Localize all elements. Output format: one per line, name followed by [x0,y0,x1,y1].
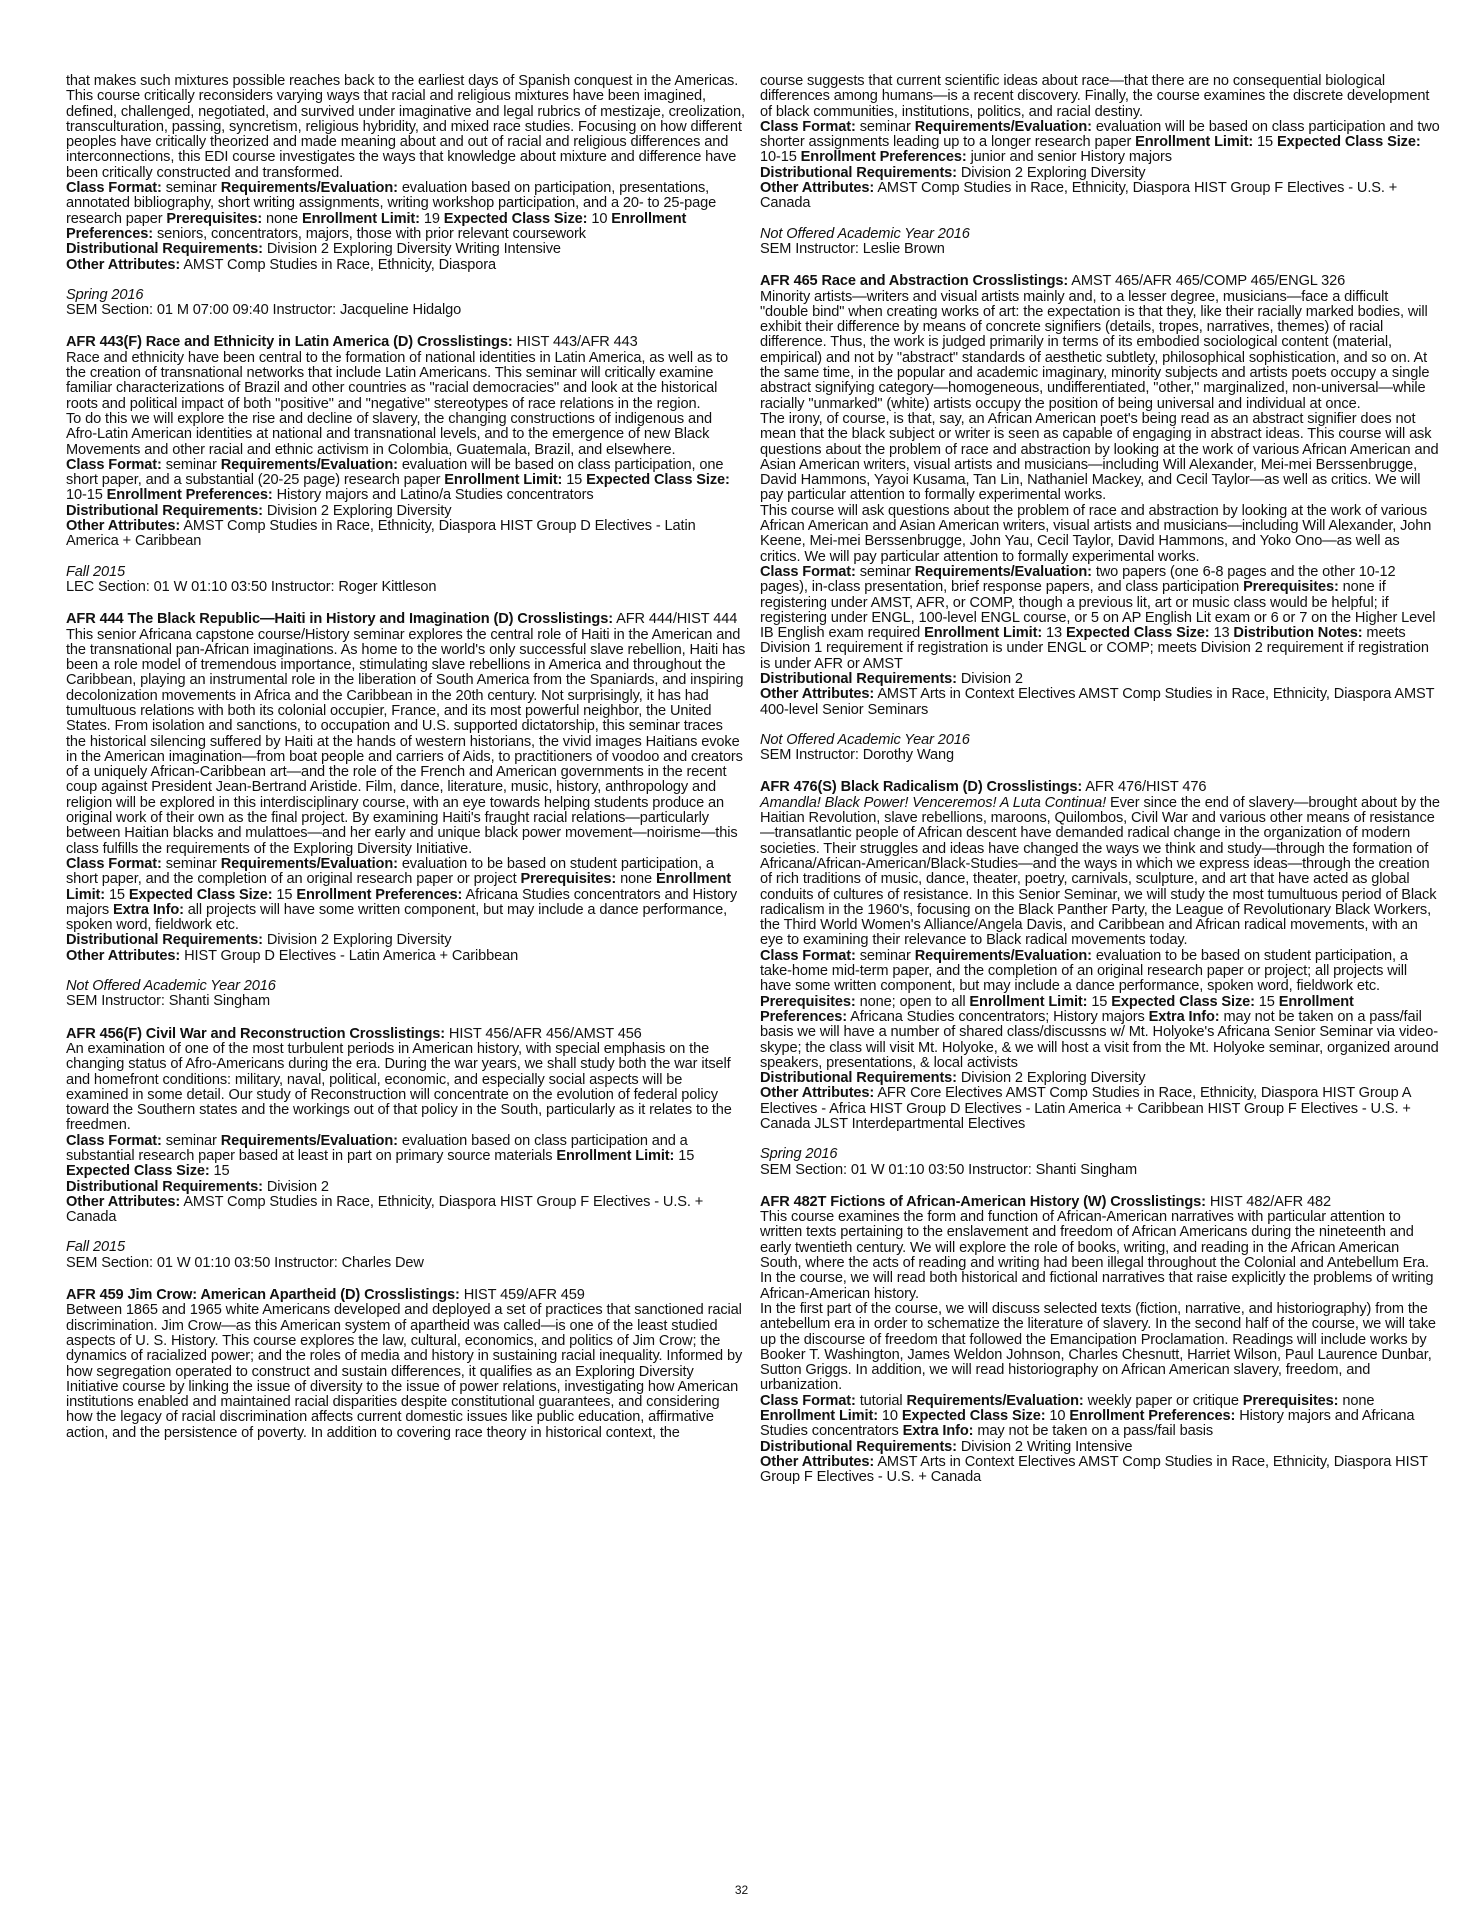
other-attributes: Other Attributes: AMST Comp Studies in Race, Ethnicity, Diaspora [66,256,497,273]
course-header: AFR 456(F) Civil War and Reconstruction Crosslistings: HIST 456/AFR 456/AMST 456 [66,1025,642,1042]
crosslistings: AFR 444/HIST 444 [616,611,738,628]
course-description: In the course, we will read both historical and fictional narratives that raise explicitly the problems of writing African-American history. [760,1270,1434,1302]
left-column [66,74,746,1458]
course-section: SEM Section: 01 M 07:00 09:40 Instructor: Jacqueline Hidalgo [66,302,462,319]
course-section: SEM Section: 01 W 01:10 03:50 Instructor: Charles Dew [66,1254,424,1271]
course-afr-459-continued [760,74,1440,257]
course-term: Spring 2016 [760,1146,838,1163]
distributional-requirements: Distributional Requirements: Division 2 Writing Intensive [760,1438,1133,1455]
course-afr-465 [760,274,1440,763]
course-section: SEM Section: 01 W 01:10 03:50 Instructor: Shanti Singham [760,1161,1137,1178]
course-header: AFR 443(F) Race and Ethnicity in Latin America (D) Crosslistings: HIST 443/AFR 443 [66,334,638,351]
course-section: LEC Section: 01 W 01:10 03:50 Instructor: Roger Kittleson [66,578,437,595]
distributional-requirements: Distributional Requirements: Division 2 [66,1178,329,1195]
crosslistings: HIST 459/AFR 459 [463,1287,585,1304]
course-header: AFR 482T Fictions of African-American History (W) Crosslistings: HIST 482/AFR 482 [760,1193,1331,1210]
page-number: 32 [734,1883,749,1897]
course-details: Class Format: seminar Requirements/Evaluation: evaluation will be based on class participation and two shorter assignments leading up to a longer research paper Enrollment Limit: 15 Expected Class Size: 10-15 Enrollment Preferences: junior and senior History majors [760,118,1440,166]
distributional-requirements: Distributional Requirements: Division 2 Exploring Diversity [66,502,452,519]
course-term: Not Offered Academic Year 2016 [760,731,970,748]
course-description: This senior Africana capstone course/History seminar explores the central role of Haiti in the American and the transnational pan-African imaginations. As home to the world's only successful slave rebellion, Haiti has been a role model of tremendous importance, stimulating slave rebellions in America and throughout the Caribbean, playing an instrumental role in the liberation of South America from the Spaniards, and inspiring decolonization movements in Africa and the Caribbean in the 20th century. Not surprisingly, it has had tumultuous relations with both its colonial occupier, France, and its most powerful neighbor, the United States. From isolation and sanctions, to occupation and U.S. supported dictatorship, this seminar traces the historical silencing suffered by Haiti at the hands of western historians, the vivid images Haitians evoke in the American imagination—from boat people and carriers of Aids, to practitioners of voodoo and creators of a uniquely African-Caribbean art—and the role of the French and American governments in the recent coup against President Jean-Bertrand Aristide. Film, dance, literature, music, history, anthropology and religion will be explored in this interdisciplinary course, with an eye towards helping students produce an original work of their own as the final project. By examining Haiti's fraught racial relations—particularly between Haitian blacks and mulattoes—and her early and unique black power movement—noirisme—this class fulfills the requirements of the Exploring Diversity Initiative. [66,626,746,857]
course-description: To do this we will explore the rise and decline of slavery, the changing constructions of indigenous and Afro-Latin American identities at national and transnational levels, and to the emergence of new Black Movements and other racial and ethnic activism in Colombia, Guatemala, Brazil, and elsewhere. [66,410,712,458]
distributional-requirements: Distributional Requirements: Division 2 [760,670,1023,687]
course-details: Class Format: seminar Requirements/Evaluation: two papers (one 6-8 pages and the other 10-12 pages), in-class presentation, brief response papers, and class participation Prerequisites: none if registering under AMST, AFR, or COMP, though a previous lit, art or music class would be helpful; if registering under ENGL, 100-level ENGL course, or 5 on AP English Lit exam or 6 or 7 on the Higher Level IB English exam required Enrollment Limit: 13 Expected Class Size: 13 Distribution Notes: meets Division 1 requirement if registration is under ENGL or COMP; meets Division 2 requirement if registration is under AFR or AMST [760,563,1436,672]
course-term: Not Offered Academic Year 2016 [760,225,970,242]
other-attributes: Other Attributes: AMST Arts in Context Electives AMST Comp Studies in Race, Ethnicity, Diaspora HIST Group F Electives - U.S. + Canada [760,1453,1428,1486]
course-title: AFR 444 The Black Republic—Haiti in History and Imagination (D) [66,611,514,628]
other-attributes: Other Attributes: HIST Group D Electives - Latin America + Caribbean [66,947,519,964]
course-description: In the first part of the course, we will discuss selected texts (fiction, narrative, and historiography) from the antebellum era in order to schematize the literature of slavery. In the second half of the course, we will take up the discourse of freedom that followed the Emancipation Proclamation. Readings will include works by Booker T. Washington, James Weldon Johnson, Charles Chesnutt, Harriet Wilson, Paul Laurence Dunbar, Sutton Griggs. In addition, we will read historiography on African American slavery, freedom, and urbanization. [760,1300,1436,1394]
crosslistings: HIST 443/AFR 443 [516,334,638,351]
course-title: AFR 482T Fictions of African-American History (W) [760,1193,1107,1210]
course-afr-482t [760,1195,1440,1486]
course-details: Class Format: seminar Requirements/Evaluation: evaluation to be based on student participation, a take-home mid-term paper, and the completion of an original research paper or project; all projects will have some written component, but may include a dance performance, spoken word, fieldwork etc. Prerequisites: none; open to all Enrollment Limit: 15 Expected Class Size: 15 Enrollment Preferences: Africana Studies concentrators; History majors Extra Info: may not be taken on a pass/fail basis we will have a number of shared class/discussns w/ Mt. Holyoke's Africana Senior Seminar via video-skype; the class will visit Mt. Holyoke, & we will host a visit from the Mt. Holyoke seminar, organized around speakers, presentations, & local activists [760,947,1439,1071]
course-description: Race and ethnicity have been central to the formation of national identities in Latin America, as well as to the creation of transnational networks that include Latin Americans. This seminar will critically examine familiar characterizations of Brazil and other countries as "racial democracies" and look at the historical roots and political impact of both "positive" and "negative" stereotypes of race relations in the region. [66,349,728,412]
course-description: Between 1865 and 1965 white Americans developed and deployed a set of practices that sanctioned racial discrimination. Jim Crow—as this American system of apartheid was called—is one of the least studied aspects of U. S. History. This course explores the law, cultural, economics, and politics of Jim Crow; the dynamics of racialized power; and the roles of media and history in sustaining racial inequality. Informed by how segregation operated to construct and sustain differences, it qualifies as an Exploring Diversity Initiative course by linking the issue of diversity to the issue of power relations, investigating how American institutions enabled and maintained racial disparities despite constitutional guarantees, and considering how the legacy of racial discrimination affects current domestic issues like public education, affirmative action, and the persistence of poverty. In addition to covering race theory in historical context, the [66,1302,743,1441]
crosslistings: AMST 465/AFR 465/COMP 465/ENGL 326 [1071,273,1346,290]
course-header: AFR 476(S) Black Radicalism (D) Crosslistings: AFR 476/HIST 476 [760,779,1207,796]
right-column [760,74,1440,1503]
course-details: Class Format: seminar Requirements/Evaluation: evaluation will be based on class participation, one short paper, and a substantial (20-25 page) research paper Enrollment Limit: 15 Expected Class Size: 10-15 Enrollment Preferences: History majors and Latino/a Studies concentrators [66,456,730,504]
course-details: Class Format: seminar Requirements/Evaluation: evaluation based on participation, presentations, annotated bibliography, short writing assignments, writing workshop participation, and a 20- to 25-page research paper Prerequisites: none Enrollment Limit: 19 Expected Class Size: 10 Enrollment Preferences: seniors, concentrators, majors, those with prior relevant coursework [66,180,717,242]
course-title: AFR 459 Jim Crow: American Apartheid (D) [66,1287,361,1304]
course-header: AFR 465 Race and Abstraction Crosslistings: AMST 465/AFR 465/COMP 465/ENGL 326 [760,273,1346,290]
course-description: course suggests that current scientific ideas about race—that there are no consequential biological differences among humans—is a recent discovery. Finally, the course examines the discrete development of black communities, institutions, politics, and racial destiny. [760,73,1430,120]
other-attributes: Other Attributes: AMST Comp Studies in Race, Ethnicity, Diaspora HIST Group D Electives - Latin America + Caribbean [66,518,696,550]
course-afr-459 [66,1288,746,1441]
course-title: AFR 465 Race and Abstraction [760,273,969,290]
course-afr-444 [66,612,746,1009]
course-header: AFR 459 Jim Crow: American Apartheid (D) Crosslistings: HIST 459/AFR 459 [66,1287,585,1304]
course-description: that makes such mixtures possible reaches back to the earliest days of Spanish conquest in the Americas. This course critically reconsiders varying ways that racial and religious mixtures have been imagined, defined, challenged, negotiated, and survived under imaginative and legal rubrics of mestizaje, creolization, transculturation, passing, syncretism, religious hybridity, and mixed race studies. Focusing on how different peoples have critically theorized and made meaning about and out of racial and religious differences and interconnections, this EDI course investigates the ways that knowledge about mixture and difference have been critically constructed and transformed. [66,73,745,181]
course-details: Class Format: seminar Requirements/Evaluation: evaluation to be based on student participation, a short paper, and the completion of an original research paper or project Prerequisites: none Enrollment Limit: 15 Expected Class Size: 15 Enrollment Preferences: Africana Studies concentrators and History majors Extra Info: all projects will have some written component, but may include a dance performance, spoken word, fieldwork etc. [66,855,738,934]
course-afr-476 [760,780,1440,1177]
course-title: AFR 443(F) Race and Ethnicity in Latin America (D) [66,334,414,351]
other-attributes: Other Attributes: AFR Core Electives AMST Comp Studies in Race, Ethnicity, Diaspora HIST Group A Electives - Africa HIST Group D Electives - Latin America + Caribbean HIST Group F Electives - U.S. + Canada JLST Interdepartmental Electives [760,1085,1411,1132]
crosslistings: HIST 456/AFR 456/AMST 456 [448,1025,642,1042]
course-description: This course examines the form and function of African-American narratives with particular attention to written texts pertaining to the enslavement and freedom of African Americans during the nineteenth and early twentieth century. We will explore the role of books, writing, and reading in the African American South, where the acts of reading and writing had been illegal throughout the Colonial and Antebellum Era. [760,1209,1429,1272]
course-term: Not Offered Academic Year 2016 [66,978,276,995]
distributional-requirements: Distributional Requirements: Division 2 Exploring Diversity [760,164,1146,181]
course-term: Spring 2016 [66,286,144,303]
other-attributes: Other Attributes: AMST Arts in Context Electives AMST Comp Studies in Race, Ethnicity, Diaspora AMST 400-level Senior Seminars [760,686,1435,718]
course-afr-456 [66,1027,746,1271]
other-attributes: Other Attributes: AMST Comp Studies in Race, Ethnicity, Diaspora HIST Group F Electives - U.S. + Canada [66,1193,704,1226]
course-details: Class Format: tutorial Requirements/Evaluation: weekly paper or critique Prerequisites: none Enrollment Limit: 10 Expected Class Size: 10 Enrollment Preferences: History majors and Africana Studies concentrators Extra Info: may not be taken on a pass/fail basis [760,1392,1415,1440]
course-description: This course will ask questions about the problem of race and abstraction by looking at the work of various African American and Asian American writers, visual artists and musicians—including Will Alexander, John Keene, Mei-mei Berssenbrugge, John Yau, Cecil Taylor, David Hammons, and Yoko Ono—as well as critics. We will pay particular attention to formally experimental works. [760,502,1432,565]
course-term: Fall 2015 [66,563,125,580]
course-description: An examination of one of the most turbulent periods in American history, with special emphasis on the changing status of Afro-Americans during the era. During the war years, we shall study both the war itself and homefront conditions: military, naval, political, economic, and especially social aspects will be examined in some detail. Our study of Reconstruction will concentrate on the evolution of federal policy toward the Southern states and the workings out of that policy in the South, particularly as it relates to the freedmen. [66,1040,732,1134]
course-description: Amandla! Black Power! Venceremos! A Luta Continua! Ever since the end of slavery—brought about by the Haitian Revolution, slave rebellions, maroons, Quilombos, Civil War and various other means of resistance—transatlantic people of African descent have demanded radical change in the organization of modern societies. Their struggles and ideas have changed the ways we think and study—through the formation of Africana/African-American/Black-Studies—and the ways in which we express ideas—through the creation of rich traditions of music, dance, theater, poetry, carnivals, sculpture, and art that have acted as global conduits of cultures of resistance. In this Senior Seminar, we will study the most tumultuous period of Black radicalism in the 1960's, focusing on the Black Panther Party, the League of Revolutionary Black Workers, the Third World Women's Alliance/Angela Davis, and Caribbean and African radical movements, with an eye to examining their relevance to Black radical movements today. [760,794,1440,949]
course-title: AFR 456(F) Civil War and Reconstruction [66,1025,346,1042]
course-term: Fall 2015 [66,1239,125,1256]
distributional-requirements: Distributional Requirements: Division 2 Exploring Diversity Writing Intensive [66,241,561,258]
course-section: SEM Instructor: Shanti Singham [66,993,271,1010]
distributional-requirements: Distributional Requirements: Division 2 Exploring Diversity [760,1070,1146,1087]
other-attributes: Other Attributes: AMST Comp Studies in Race, Ethnicity, Diaspora HIST Group F Electives - U.S. + Canada [760,180,1398,212]
course-section: SEM Instructor: Leslie Brown [760,240,945,257]
course-intro-continued [66,74,746,318]
course-header: AFR 444 The Black Republic—Haiti in History and Imagination (D) Crosslistings: AFR 444/HIST 444 [66,611,738,628]
course-afr-443 [66,335,746,595]
course-description: Minority artists—writers and visual artists mainly and, to a lesser degree, musicians—face a difficult "double bind" when creating works of art: the expectation is that they, like their racially marked bodies, will exhibit their difference by means of concrete signifiers (details, tropes, narratives, themes) of racial difference. Thus, the work is judged primarily in terms of its embodied sociological content (material, empirical) and not by "abstract" standards of aesthetic subtlety, philosophical sophistication, and so on. At the same time, in the popular and academic imaginary, minority subjects and artists poets occupy a single abstract signifying category—homogeneous, undifferentiated, "other," marginalized, non-universal—while racially "unmarked" (white) artists occupy the position of being universal and individual at once. [760,288,1430,412]
course-title: AFR 476(S) Black Radicalism (D) [760,779,983,796]
course-details: Class Format: seminar Requirements/Evaluation: evaluation based on class participation and a substantial research paper based at least in part on primary source materials Enrollment Limit: 15 Expected Class Size: 15 [66,1132,695,1180]
distributional-requirements: Distributional Requirements: Division 2 Exploring Diversity [66,932,452,949]
crosslistings: HIST 482/AFR 482 [1209,1193,1331,1210]
course-description: The irony, of course, is that, say, an African American poet's being read as an abstract signifier does not mean that the black subject or writer is seen as capable of engaging in abstract ideas. This course will ask questions about the problem of race and abstraction by looking at the work of various African American and Asian American writers, visual artists and musicians—including Will Alexander, Mei-mei Berssenbrugge, David Hammons, Yayoi Kusama, Tan Lin, Nathaniel Mackey, and Cecil Taylor—as well as critics. We will pay particular attention to formally experimental works. [760,410,1439,504]
course-section: SEM Instructor: Dorothy Wang [760,747,954,764]
crosslistings: AFR 476/HIST 476 [1085,779,1207,796]
